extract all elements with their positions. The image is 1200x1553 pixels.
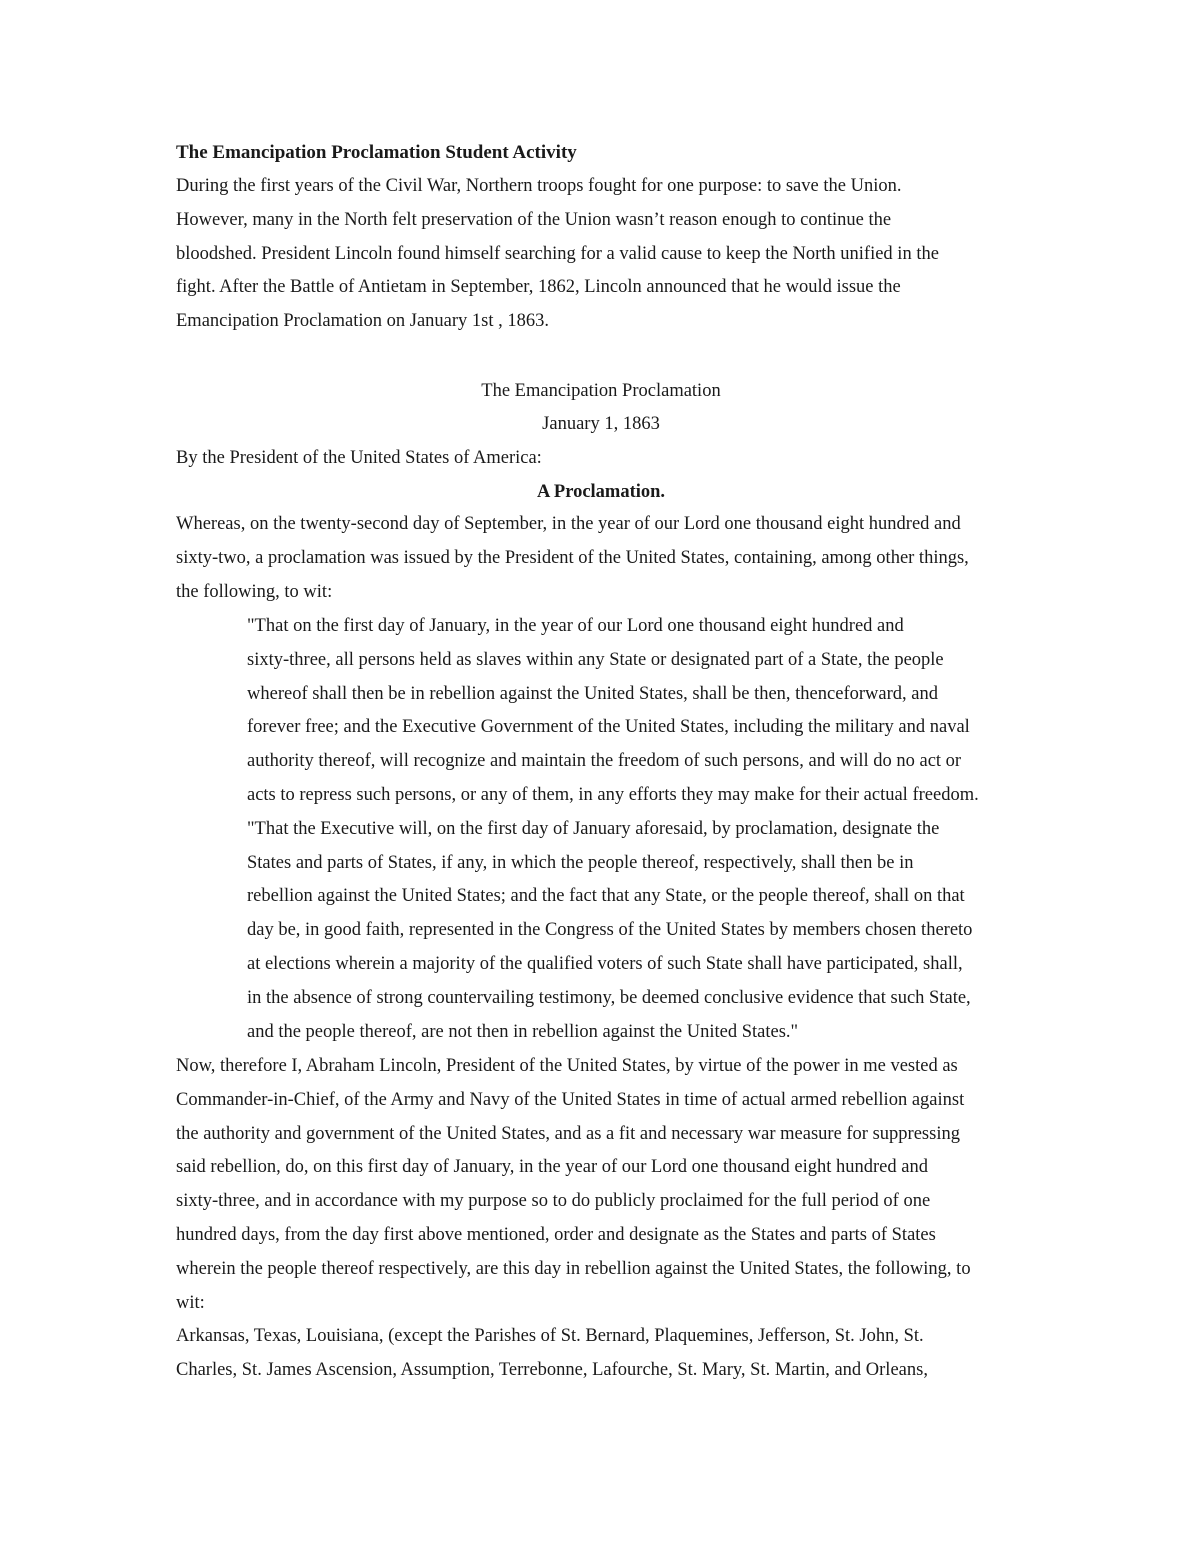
quote-line: acts to repress such persons, or any of them, in any efforts they may make for their actual freedom. [247,784,979,805]
quote-line: whereof shall then be in rebellion against the United States, shall be then, thenceforward, and [247,683,938,704]
now-line: Now, therefore I, Abraham Lincoln, President of the United States, by virtue of the power in me vested as [176,1056,958,1076]
now-line: hundred days, from the day first above mentioned, order and designate as the States and parts of States [176,1224,936,1245]
proclamation-heading: The Emancipation Proclamation [481,381,721,401]
activity-title: The Emancipation Proclamation Student Activity [176,142,577,163]
quoted-proclamation [247,610,1047,1049]
intro-line: bloodshed. President Lincoln found himself searching for a valid cause to keep the North unified in the [176,243,939,264]
intro-paragraph [176,170,1026,339]
quote-line: States and parts of States, if any, in which the people thereof, respectively, shall then be in [247,852,914,873]
now-line: said rebellion, do, on this first day of January, in the year of our Lord one thousand eight hundred and [176,1157,928,1178]
quote-line: and the people thereof, are not then in rebellion against the United States." [247,1021,799,1042]
states-line: Charles, St. James Ascension, Assumption, Terrebonne, Lafourche, St. Mary, St. Martin, and Orleans, [176,1359,928,1380]
whereas-paragraph [176,508,1026,609]
now-line: the authority and government of the United States, and as a fit and necessary war measure for suppressing [176,1123,960,1144]
intro-line: However, many in the North felt preservation of the Union wasn’t reason enough to continue the [176,209,892,230]
proclamation-subheading: A Proclamation. [536,482,666,502]
whereas-line: sixty-two, a proclamation was issued by the President of the United States, containing, among other things, [176,547,969,568]
now-line: sixty-three, and in accordance with my purpose so to do publicly proclaimed for the full period of one [176,1191,931,1212]
states-paragraph [176,1320,1026,1388]
quote-line: forever free; and the Executive Government of the United States, including the military and naval [247,717,970,738]
quote-line: sixty-three, all persons held as slaves within any State or designated part of a State, the people [247,649,944,670]
quote-line: in the absence of strong countervailing testimony, be deemed conclusive evidence that such State, [247,987,971,1008]
quote-line: day be, in good faith, represented in the Congress of the United States by members chosen thereto [247,920,973,941]
intro-line: fight. After the Battle of Antietam in September, 1862, Lincoln announced that he would issue the [176,277,901,298]
now-therefore-paragraph [176,1050,1026,1320]
whereas-line: the following, to wit: [176,581,333,602]
intro-line: Emancipation Proclamation on January 1st , 1863. [176,311,550,332]
now-line: wherein the people thereof respectively, are this day in rebellion against the United States, the following, to [176,1258,971,1279]
quote-line: at elections wherein a majority of the qualified voters of such State shall have participated, shall, [247,953,963,974]
byline-text: By the President of the United States of America: [176,448,542,468]
now-line: wit: [176,1292,205,1313]
states-line: Arkansas, Texas, Louisiana, (except the Parishes of St. Bernard, Plaquemines, Jefferson, St. John, St. [176,1326,924,1346]
quote-line: authority thereof, will recognize and maintain the freedom of such persons, and will do no act or [247,751,962,772]
quote-line: "That on the first day of January, in the year of our Lord one thousand eight hundred and [247,616,904,636]
quote-line: rebellion against the United States; and the fact that any State, or the people thereof, shall on that [247,886,965,907]
proclamation-date: January 1, 1863 [542,414,660,434]
intro-line: During the first years of the Civil War, Northern troops fought for one purpose: to save the Union. [176,176,902,196]
quote-line: "That the Executive will, on the first day of January aforesaid, by proclamation, designate the [247,818,940,839]
now-line: Commander-in-Chief, of the Army and Navy of the United States in time of actual armed rebellion against [176,1089,965,1110]
whereas-line: Whereas, on the twenty-second day of September, in the year of our Lord one thousand eight hundred and [176,514,961,534]
byline [176,442,1026,476]
